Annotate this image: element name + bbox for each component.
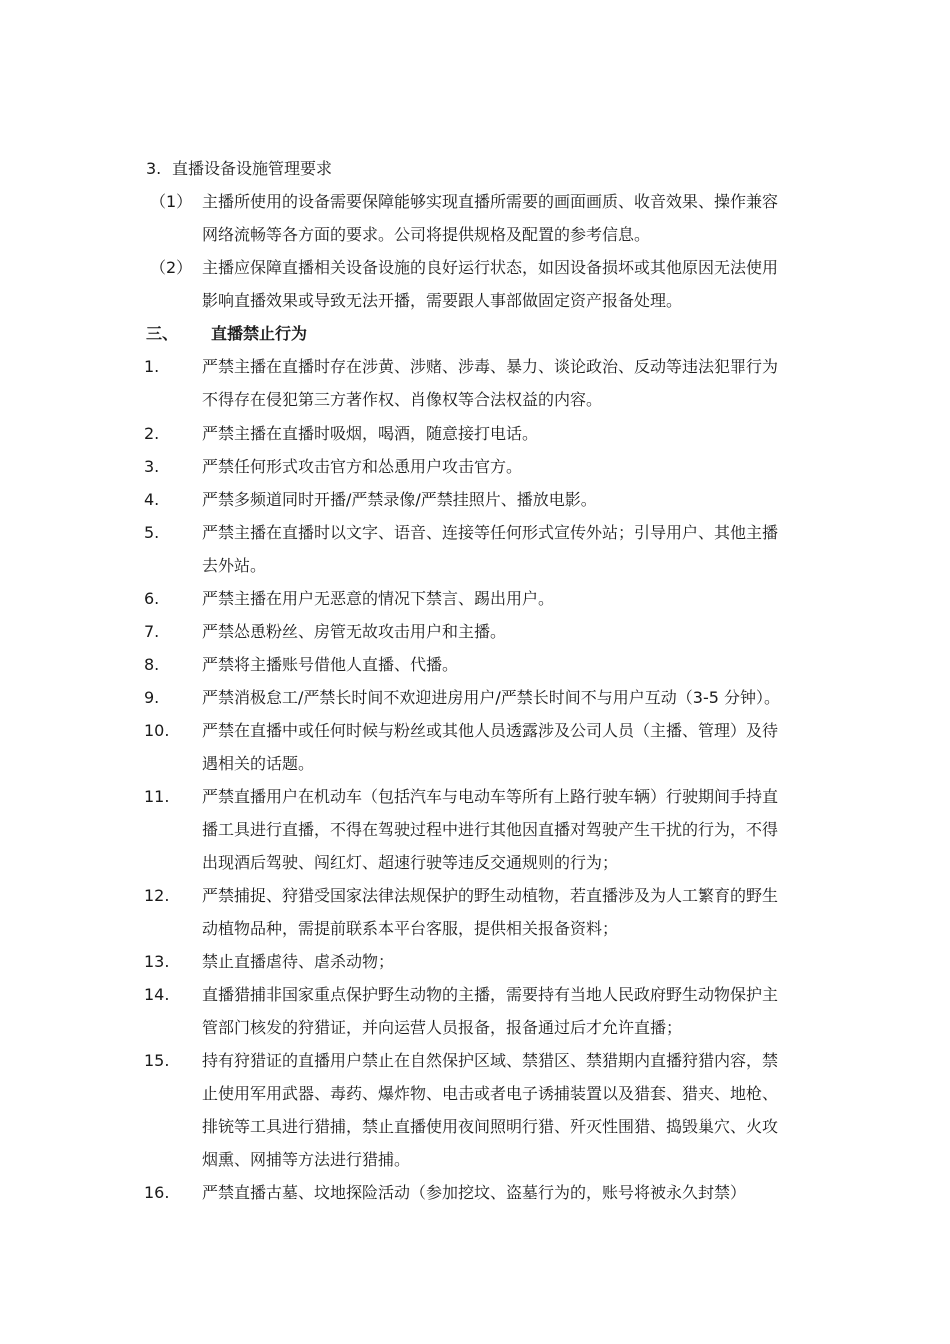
- rule-number: 7.: [144, 622, 160, 641]
- rule-number: 2.: [144, 424, 160, 443]
- rule-number: 11.: [144, 787, 170, 806]
- rule-line: 严禁怂恿粉丝、房管无故攻击用户和主播。: [202, 622, 507, 641]
- rule-line: 严禁主播在直播时吸烟，喝酒，随意接打电话。: [202, 424, 539, 443]
- rule-number: 14.: [144, 985, 170, 1004]
- rule-line: 烟熏、网捕等方法进行猎捕。: [202, 1150, 411, 1169]
- item-line: 网络流畅等各方面的要求。公司将提供规格及配置的参考信息。: [202, 225, 651, 244]
- item-line: 主播应保障直播相关设备设施的良好运行状态，如因设备损坏或其他原因无法使用: [202, 258, 779, 277]
- rule-line: 出现酒后驾驶、闯红灯、超速行驶等违反交通规则的行为；: [202, 853, 619, 872]
- section-title: 直播设备设施管理要求: [172, 159, 333, 178]
- rule-line: 严禁直播用户在机动车（包括汽车与电动车等所有上路行驶车辆）行驶期间手持直: [202, 787, 779, 806]
- rule-number: 10.: [144, 721, 170, 740]
- rule-number: 5.: [144, 523, 160, 542]
- rule-line: 严禁直播古墓、坟地探险活动（参加挖坟、盗墓行为的，账号将被永久封禁）: [202, 1183, 747, 1202]
- rule-line: 遇相关的话题。: [202, 754, 315, 773]
- rule-number: 9.: [144, 688, 160, 707]
- rule-number: 16.: [144, 1183, 170, 1202]
- item-line: 影响直播效果或导致无法开播，需要跟人事部做固定资产报备处理。: [202, 291, 683, 310]
- chapter-title: 直播禁止行为: [211, 324, 308, 343]
- item-line: 主播所使用的设备需要保障能够实现直播所需要的画面画质、收音效果、操作兼容: [202, 192, 779, 211]
- rule-line: 管部门核发的狩猎证，并向运营人员报备，报备通过后才允许直播；: [202, 1018, 683, 1037]
- rule-line: 严禁捕捉、狩猎受国家法律法规保护的野生动植物，若直播涉及为人工繁育的野生: [202, 886, 779, 905]
- rule-number: 12.: [144, 886, 170, 905]
- rule-number: 8.: [144, 655, 160, 674]
- section-number: 3.: [146, 159, 162, 178]
- rule-line: 严禁任何形式攻击官方和怂恿用户攻击官方。: [202, 457, 523, 476]
- rule-line: 严禁多频道同时开播/严禁录像/严禁挂照片、播放电影。: [202, 490, 597, 509]
- rule-line: 动植物品种，需提前联系本平台客服，提供相关报备资料；: [202, 919, 619, 938]
- rule-line: 严禁消极怠工/严禁长时间不欢迎进房用户/严禁长时间不与用户互动（3-5 分钟）。: [202, 688, 781, 707]
- rule-line: 严禁将主播账号借他人直播、代播。: [202, 655, 459, 674]
- rule-line: 播工具进行直播，不得在驾驶过程中进行其他因直播对驾驶产生干扰的行为，不得: [202, 820, 779, 839]
- rule-line: 去外站。: [202, 556, 267, 575]
- rule-line: 排铳等工具进行猎捕，禁止直播使用夜间照明行猎、歼灭性围猎、捣毁巢穴、火攻: [202, 1117, 779, 1136]
- rule-number: 3.: [144, 457, 160, 476]
- rule-line: 持有狩猎证的直播用户禁止在自然保护区域、禁猎区、禁猎期内直播狩猎内容，禁: [202, 1051, 779, 1070]
- rule-number: 4.: [144, 490, 160, 509]
- rule-line: 直播猎捕非国家重点保护野生动物的主播，需要持有当地人民政府野生动物保护主: [202, 985, 779, 1004]
- rule-number: 6.: [144, 589, 160, 608]
- item-number: （2）: [150, 258, 193, 277]
- rule-line: 严禁主播在直播时以文字、语音、连接等任何形式宣传外站；引导用户、其他主播: [202, 523, 779, 542]
- rule-line: 禁止直播虐待、虐杀动物；: [202, 952, 395, 971]
- item-number: （1）: [150, 192, 193, 211]
- rule-number: 1.: [144, 357, 160, 376]
- rule-number: 13.: [144, 952, 170, 971]
- rule-line: 不得存在侵犯第三方著作权、肖像权等合法权益的内容。: [202, 390, 603, 409]
- rule-line: 严禁主播在直播时存在涉黄、涉赌、涉毒、暴力、谈论政治、反动等违法犯罪行为: [202, 357, 779, 376]
- rule-number: 15.: [144, 1051, 170, 1070]
- rule-line: 止使用军用武器、毒药、爆炸物、电击或者电子诱捕装置以及猎套、猎夹、地枪、: [202, 1084, 779, 1103]
- rule-line: 严禁在直播中或任何时候与粉丝或其他人员透露涉及公司人员（主播、管理）及待: [202, 721, 779, 740]
- rule-line: 严禁主播在用户无恶意的情况下禁言、踢出用户。: [202, 589, 555, 608]
- chapter-number: 三、: [146, 324, 179, 343]
